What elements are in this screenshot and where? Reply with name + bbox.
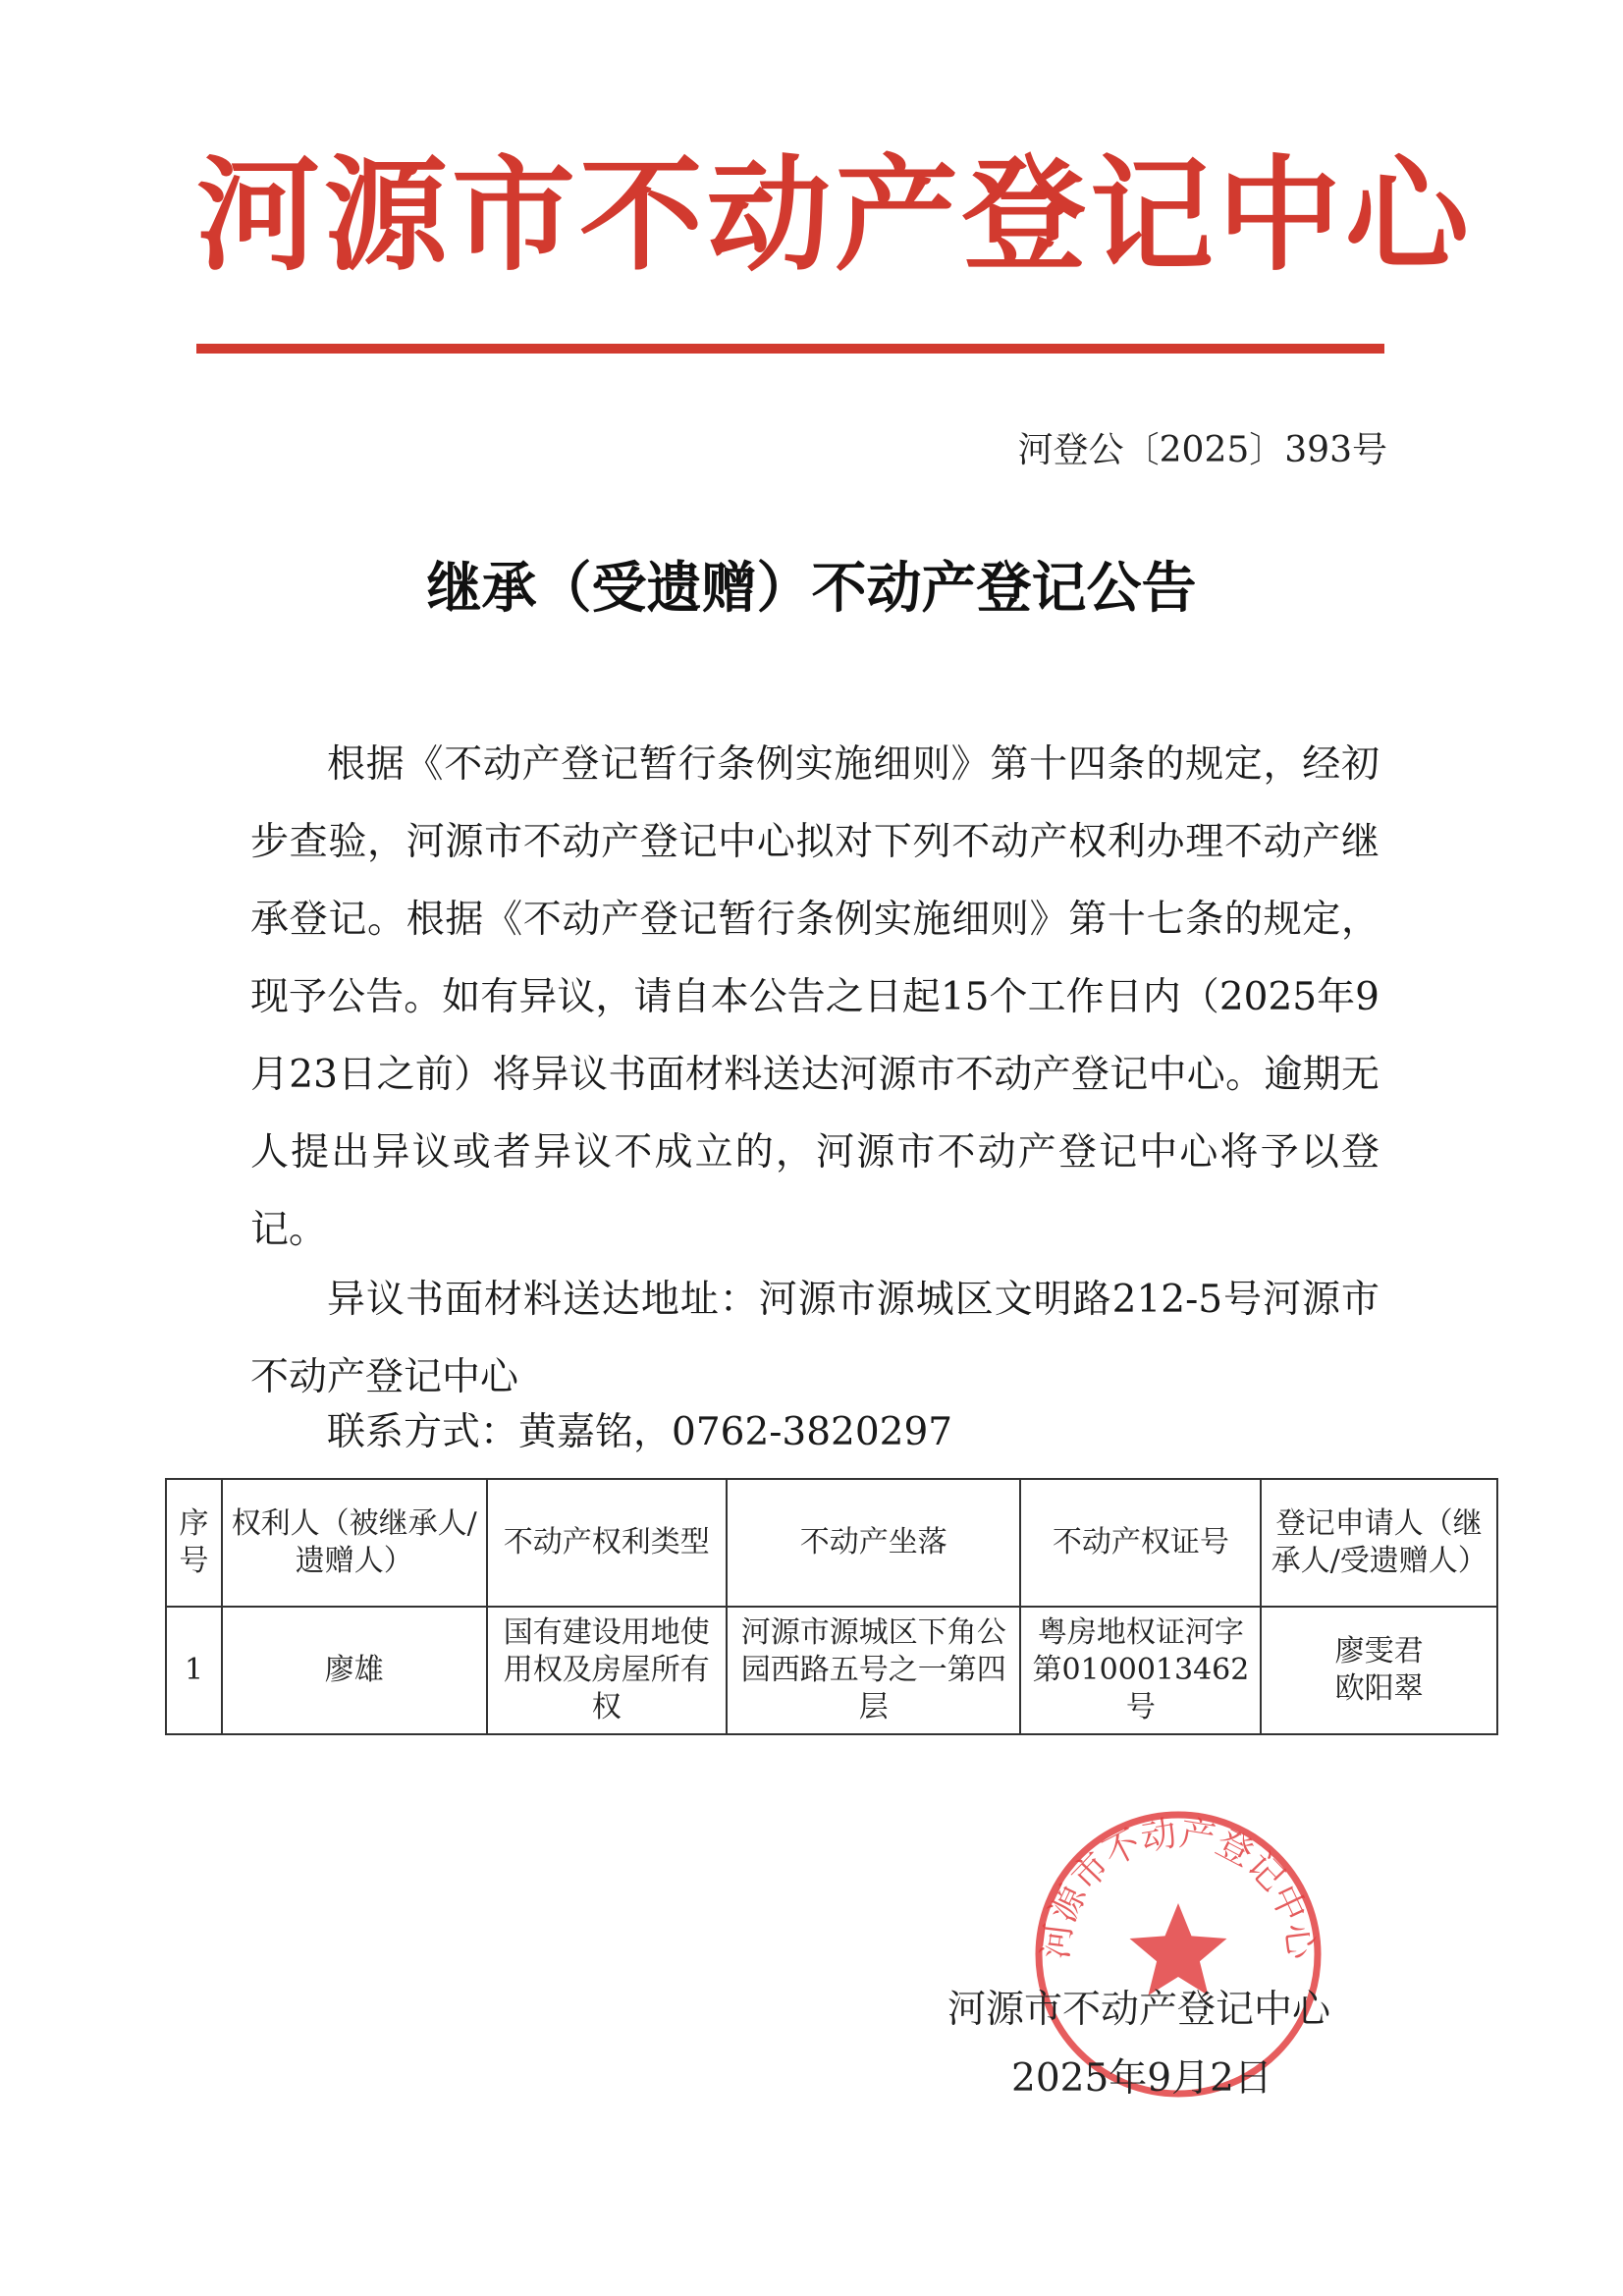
- document-number: 河登公〔2025〕393号: [1017, 430, 1387, 470]
- org-header-title: 河源市不动产登记中心: [196, 143, 1473, 288]
- cell-seq: 1: [166, 1607, 222, 1734]
- header-cert-no: 不动产权证号: [1020, 1479, 1261, 1607]
- body-paragraph-basis: 根据《不动产登记暂行条例实施细则》第十四条的规定，经初步查验，河源市不动产登记中心拟对下列不动产权利办理不动产继承登记。根据《不动产登记暂行条例实施细则》第十七条的规定，现予公告。如有异议，请自本公告之日起15个工作日内（2025年9月23日之前）将异议书面材料送达河源市不动产登记中心。逾期无人提出异议或者异议不成立的，河源市不动产登记中心将予以登记。: [250, 742, 1380, 1252]
- cell-right-type: 国有建设用地使用权及房屋所有权: [487, 1607, 728, 1734]
- cell-cert-no: 粤房地权证河字第0100013462号: [1020, 1607, 1261, 1734]
- registration-table: [165, 1478, 1498, 1735]
- body-paragraph-address: 异议书面材料送达地址：河源市源城区文明路212-5号河源市不动产登记中心: [250, 1278, 1380, 1399]
- cell-applicant: [1261, 1607, 1497, 1734]
- table-header-row: [166, 1479, 1497, 1607]
- header-divider: [196, 344, 1384, 354]
- applicant-name: 廖雯君: [1334, 1634, 1424, 1668]
- header-applicant: 登记申请人（继承人/受遗赠人）: [1261, 1479, 1497, 1607]
- signature-date: 2025年9月2日: [1011, 2056, 1272, 2101]
- body-paragraph-contact: 联系方式：黄嘉铭，0762-3820297: [327, 1410, 953, 1454]
- header-right-type: 不动产权利类型: [487, 1479, 728, 1607]
- header-location: 不动产坐落: [727, 1479, 1020, 1607]
- applicant-name: 欧阳翠: [1334, 1671, 1424, 1706]
- header-seq: 序号: [166, 1479, 222, 1607]
- cell-holder: 廖雄: [222, 1607, 487, 1734]
- table-row: [166, 1607, 1497, 1734]
- seal-arc-text: 河源市不动产登记中心: [1035, 1813, 1322, 1962]
- cell-location: 河源市源城区下角公园西路五号之一第四层: [727, 1607, 1020, 1734]
- header-holder: 权利人（被继承人/遗赠人）: [222, 1479, 487, 1607]
- signature-organization: 河源市不动产登记中心: [947, 1988, 1331, 2032]
- document-title: 继承（受遗赠）不动产登记公告: [426, 557, 1197, 621]
